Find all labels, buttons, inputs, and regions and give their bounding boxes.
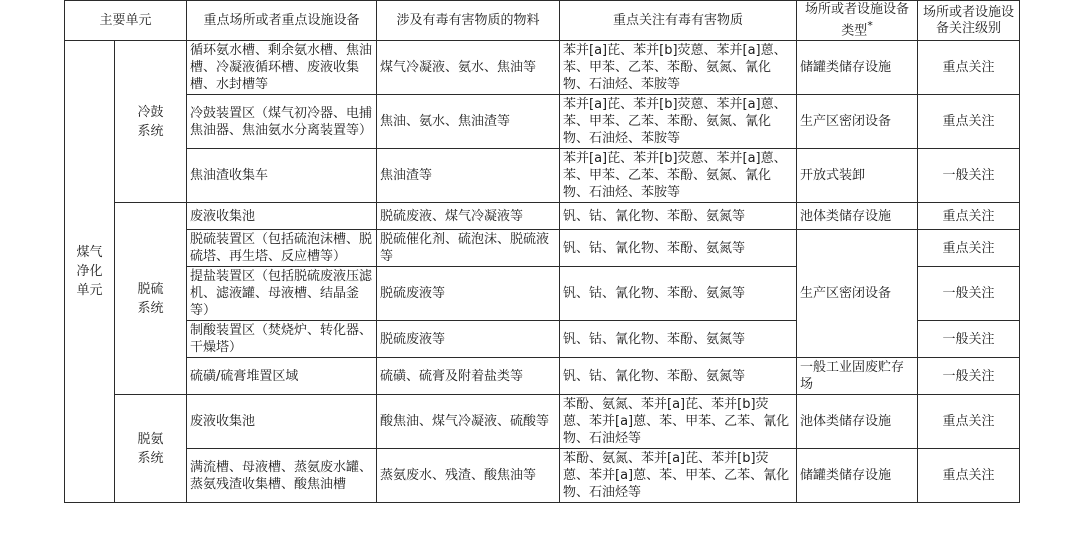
substance-cell: 钒、钴、氰化物、苯酚、氨氮等 [560, 203, 797, 230]
substance-cell: 钒、钴、氰化物、苯酚、氨氮等 [560, 267, 797, 321]
place-cell: 脱硫装置区（包括硫泡沫槽、脱硫塔、再生塔、反应槽等） [187, 230, 377, 267]
level-cell: 重点关注 [918, 95, 1020, 149]
system-cell-lenggu [115, 41, 187, 203]
place-cell: 废液收集池 [187, 395, 377, 449]
type-cell: 生产区密闭设备 [797, 95, 918, 149]
system-label: 脱硫系统 [137, 281, 164, 316]
material-cell: 脱硫废液等 [377, 321, 560, 358]
substance-cell: 苯并[a]芘、苯并[b]荧蒽、苯并[a]蒽、苯、甲苯、乙苯、苯酚、氨氮、氰化物、石油烃、苯胺等 [560, 149, 797, 203]
place-cell: 制酸装置区（焚烧炉、转化器、干燥塔） [187, 321, 377, 358]
level-cell: 一般关注 [918, 321, 1020, 358]
material-cell: 煤气冷凝液、氨水、焦油等 [377, 41, 560, 95]
header-main-unit: 主要单元 [65, 1, 187, 41]
table-row [65, 358, 1020, 395]
header-type [797, 1, 918, 41]
header-type-note: * [867, 18, 873, 32]
table-row [65, 395, 1020, 449]
table-row [65, 41, 1020, 95]
system-cell-tuoan [115, 395, 187, 503]
level-cell: 一般关注 [918, 267, 1020, 321]
place-cell: 循环氨水槽、剩余氨水槽、焦油槽、冷凝液循环槽、废液收集槽、水封槽等 [187, 41, 377, 95]
type-cell: 储罐类储存设施 [797, 449, 918, 503]
level-cell: 重点关注 [918, 395, 1020, 449]
material-cell: 脱硫催化剂、硫泡沫、脱硫液等 [377, 230, 560, 267]
place-cell: 硫磺/硫膏堆置区域 [187, 358, 377, 395]
material-cell: 脱硫废液、煤气冷凝液等 [377, 203, 560, 230]
place-cell: 冷鼓装置区（煤气初冷器、电捕焦油器、焦油氨水分离装置等） [187, 95, 377, 149]
substance-cell: 钒、钴、氰化物、苯酚、氨氮等 [560, 358, 797, 395]
level-cell: 重点关注 [918, 203, 1020, 230]
material-cell: 焦油、氨水、焦油渣等 [377, 95, 560, 149]
substance-cell: 钒、钴、氰化物、苯酚、氨氮等 [560, 321, 797, 358]
level-cell: 一般关注 [918, 358, 1020, 395]
substance-cell: 钒、钴、氰化物、苯酚、氨氮等 [560, 230, 797, 267]
substance-cell: 苯并[a]芘、苯并[b]荧蒽、苯并[a]蒽、苯、甲苯、乙苯、苯酚、氨氮、氰化物、石油烃、苯胺等 [560, 41, 797, 95]
place-cell: 废液收集池 [187, 203, 377, 230]
level-cell: 重点关注 [918, 230, 1020, 267]
level-cell: 一般关注 [918, 149, 1020, 203]
type-cell: 池体类储存设施 [797, 395, 918, 449]
header-material: 涉及有毒有害物质的物料 [377, 1, 560, 41]
system-cell-tuoliu [115, 203, 187, 395]
table-row [65, 230, 1020, 267]
material-cell: 脱硫废液等 [377, 267, 560, 321]
material-cell: 硫磺、硫膏及附着盐类等 [377, 358, 560, 395]
type-cell-merged: 生产区密闭设备 [797, 230, 918, 358]
header-substance: 重点关注有毒有害物质 [560, 1, 797, 41]
material-cell: 蒸氨废水、残渣、酸焦油等 [377, 449, 560, 503]
material-cell: 酸焦油、煤气冷凝液、硫酸等 [377, 395, 560, 449]
substance-cell: 苯酚、氨氮、苯并[a]芘、苯并[b]荧蒽、苯并[a]蒽、苯、甲苯、乙苯、氰化物、石油烃等 [560, 449, 797, 503]
system-label: 冷鼓系统 [137, 104, 164, 139]
level-cell: 重点关注 [918, 449, 1020, 503]
table-row [65, 149, 1020, 203]
header-type-text: 场所或者设施设备类型 [805, 1, 910, 39]
type-cell: 储罐类储存设施 [797, 41, 918, 95]
unit-label: 煤气净化单元 [76, 245, 103, 298]
type-cell: 一般工业固废贮存场 [797, 358, 918, 395]
place-cell: 满流槽、母液槽、蒸氨废水罐、蒸氨残渣收集槽、酸焦油槽 [187, 449, 377, 503]
system-label: 脱氨系统 [137, 431, 164, 466]
material-cell: 焦油渣等 [377, 149, 560, 203]
unit-cell [65, 41, 115, 503]
substance-cell: 苯并[a]芘、苯并[b]荧蒽、苯并[a]蒽、苯、甲苯、乙苯、苯酚、氨氮、氰化物、石油烃、苯胺等 [560, 95, 797, 149]
substance-cell: 苯酚、氨氮、苯并[a]芘、苯并[b]荧蒽、苯并[a]蒽、苯、甲苯、乙苯、氰化物、石油烃等 [560, 395, 797, 449]
header-key-place: 重点场所或者重点设施设备 [187, 1, 377, 41]
place-cell: 提盐装置区（包括脱硫废液压滤机、滤液罐、母液槽、结晶釜等） [187, 267, 377, 321]
type-cell: 池体类储存设施 [797, 203, 918, 230]
level-cell: 重点关注 [918, 41, 1020, 95]
hazard-table [64, 0, 1020, 503]
type-cell: 开放式装卸 [797, 149, 918, 203]
table-row [65, 95, 1020, 149]
header-level: 场所或者设施设备关注级别 [918, 1, 1020, 41]
place-cell: 焦油渣收集车 [187, 149, 377, 203]
header-row [65, 1, 1020, 41]
table-row [65, 203, 1020, 230]
table-row [65, 449, 1020, 503]
